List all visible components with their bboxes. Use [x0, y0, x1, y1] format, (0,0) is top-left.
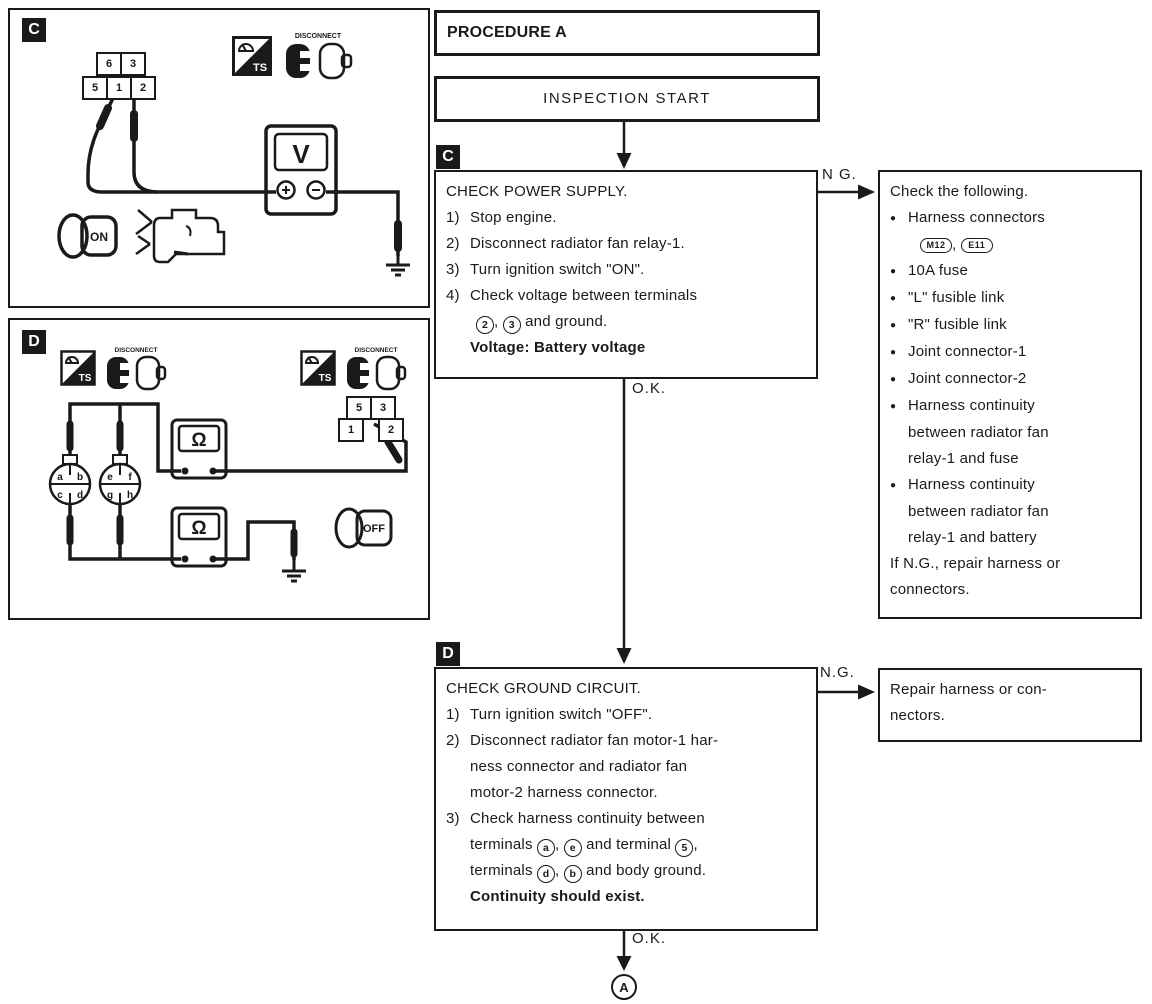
terminal-letter: a: [57, 472, 63, 483]
bullet-item: ● Harness continuity: [890, 476, 1035, 493]
terminal-letter: g: [106, 490, 114, 501]
pin: 5: [346, 396, 372, 420]
step-line: motor-2 harness connector.: [470, 784, 658, 801]
disconnect-label: DISCONNECT: [294, 33, 342, 40]
tester-label: TS: [318, 373, 332, 384]
repair-harness-box: [878, 668, 1142, 742]
ok-label-1: O.K.: [632, 380, 667, 397]
disconnect-label: DISCONNECT: [114, 347, 158, 354]
end-connector-a: A: [611, 974, 637, 1000]
step-line: 1) Turn ignition switch "OFF".: [446, 706, 653, 723]
step-line: terminals d , b and body ground.: [446, 858, 806, 884]
box-footer: connectors.: [890, 581, 970, 598]
pin: 3: [120, 52, 146, 76]
step-line: 1) Stop engine.: [446, 209, 557, 226]
bullet-item-cont: relay-1 and fuse: [908, 450, 1019, 467]
connector-badge-m12: M12: [920, 238, 952, 253]
pin: 5: [82, 76, 108, 100]
terminal-letter: e: [107, 472, 113, 483]
terminal-2-badge: 2: [476, 316, 494, 334]
bullet-item: ● 10A fuse: [890, 262, 968, 279]
tester-label: TS: [78, 373, 92, 384]
step-line: 2) Disconnect radiator fan motor-1 har-: [446, 732, 719, 749]
repair-line: nectors.: [890, 707, 945, 724]
ohmmeter-label: Ω: [191, 430, 207, 451]
step-line: 2) Disconnect radiator fan relay-1.: [446, 235, 685, 252]
step-result: Voltage: Battery voltage: [470, 339, 646, 356]
box-footer: If N.G., repair harness or: [890, 555, 1061, 572]
step-line: 3) Turn ignition switch "ON".: [446, 261, 645, 278]
terminal-letter: d: [76, 490, 84, 501]
pin: 2: [378, 418, 404, 442]
ng-label-1: N G.: [822, 166, 857, 183]
bullet-item: ● "R" fusible link: [890, 316, 1007, 333]
bullet-item: ● Joint connector-2: [890, 370, 1027, 387]
step-line: 4) Check voltage between terminals: [446, 287, 698, 304]
panel-c-tag: C: [22, 18, 46, 42]
voltmeter-label: V: [292, 139, 310, 169]
procedure-title-box: [434, 10, 820, 56]
disconnect-label: DISCONNECT: [354, 347, 398, 354]
step-line: terminals a , e and terminal 5 ,: [446, 832, 806, 858]
ok-label-2: O.K.: [632, 930, 667, 947]
terminal-letter: f: [128, 472, 132, 483]
repair-line: Repair harness or con-: [890, 681, 1047, 698]
step-line: 2 , 3 and ground.: [446, 309, 806, 335]
inspection-start-label: INSPECTION START: [543, 90, 711, 107]
ohmmeter-label: Ω: [191, 518, 207, 539]
step-d-tag: D: [436, 642, 460, 666]
bullet-item: ● Joint connector-1: [890, 343, 1027, 360]
check-ground-circuit-box: [434, 667, 818, 931]
inspection-start-box: [434, 76, 820, 122]
bullet-item-cont: relay-1 and battery: [908, 529, 1037, 546]
bullet-item-cont: between radiator fan: [908, 503, 1049, 520]
connector-badge-e11: E11: [961, 238, 993, 253]
terminal-5-badge: 5: [675, 839, 693, 857]
step-result: Continuity should exist.: [470, 888, 645, 905]
terminal-letter: b: [76, 472, 84, 483]
bullet-item: ● Harness continuity: [890, 397, 1035, 414]
bullet-item: ● Harness connectors: [890, 209, 1045, 226]
terminal-e-badge: e: [564, 839, 582, 857]
terminal-letter: c: [57, 490, 63, 501]
pin: 3: [370, 396, 396, 420]
ng-label-2: N.G.: [820, 664, 855, 681]
bullet-item-cont: between radiator fan: [908, 424, 1049, 441]
terminal-letter: h: [126, 490, 134, 501]
terminal-b-badge: b: [564, 865, 582, 883]
key-position-label: OFF: [363, 523, 385, 535]
terminal-a-badge: a: [537, 839, 555, 857]
pin: 1: [338, 418, 364, 442]
check-following-box: [878, 170, 1142, 619]
procedure-title: PROCEDURE A: [447, 24, 567, 41]
step-line: 3) Check harness continuity between: [446, 810, 705, 827]
pin: 1: [106, 76, 132, 100]
check-power-supply-box: [434, 170, 818, 379]
bullet-item: ● "L" fusible link: [890, 289, 1005, 306]
tester-label: TS: [252, 62, 268, 74]
step-line: ness connector and radiator fan: [470, 758, 688, 775]
pin: 2: [130, 76, 156, 100]
terminal-3-badge: 3: [503, 316, 521, 334]
connector-badges: M12 , E11: [890, 232, 1130, 258]
panel-d-tag: D: [22, 330, 46, 354]
pin: 6: [96, 52, 122, 76]
step-title: CHECK GROUND CIRCUIT.: [446, 680, 642, 697]
key-position-label: ON: [90, 230, 108, 244]
terminal-d-badge: d: [537, 865, 555, 883]
box-title: Check the following.: [890, 183, 1029, 200]
step-title: CHECK POWER SUPPLY.: [446, 183, 628, 200]
step-c-tag: C: [436, 145, 460, 169]
